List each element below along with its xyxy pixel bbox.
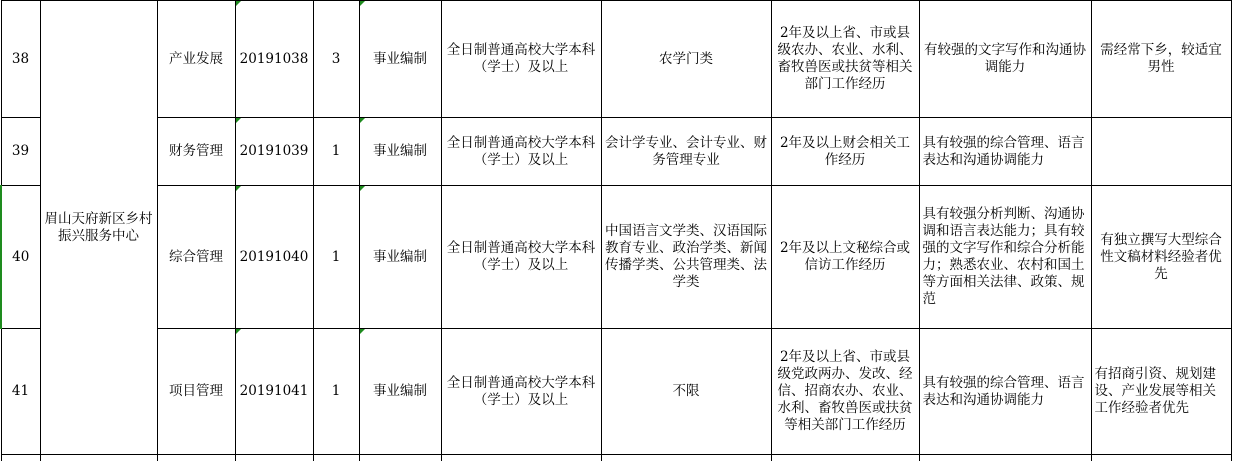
post-code: 20191039 <box>235 118 313 186</box>
staff-type: 事业编制 <box>359 329 441 455</box>
education: 全日制普通高校大学本科（学士）及以上 <box>441 118 601 186</box>
empty-cell <box>441 455 601 462</box>
education: 全日制普通高校大学本科（学士）及以上 <box>441 1 601 118</box>
row-number: 39 <box>1 118 40 186</box>
hire-count: 3 <box>313 1 359 118</box>
empty-cell <box>1091 455 1231 462</box>
ability: 具有较强的综合管理、语言表达和沟通协调能力 <box>919 329 1091 455</box>
major: 不限 <box>601 329 771 455</box>
row-number: 40 <box>1 186 40 329</box>
table-row <box>1 118 1231 186</box>
cell-marker-icon <box>236 186 241 191</box>
empty-cell <box>1 455 40 462</box>
table-row-partial <box>1 455 1231 462</box>
empty-cell <box>40 455 157 462</box>
empty-cell <box>235 455 313 462</box>
cell-marker-icon <box>236 329 241 334</box>
major: 中国语言文学类、汉语国际教育专业、政治学类、新闻传播学类、公共管理类、法学类 <box>601 186 771 329</box>
ability: 具有较强的综合管理、语言表达和沟通协调能力 <box>919 118 1091 186</box>
post-code: 20191041 <box>235 329 313 455</box>
table-row <box>1 186 1231 329</box>
ability: 具有较强分析判断、沟通协调和语言表达能力；具有较强的文字写作和综合分析能力；熟悉农业、农村和国土等方面相关法律、政策、规范 <box>919 186 1091 329</box>
table-row <box>1 329 1231 455</box>
hire-count: 1 <box>313 118 359 186</box>
table-row <box>1 1 1231 118</box>
major: 会计学专业、会计专业、财务管理专业 <box>601 118 771 186</box>
empty-cell <box>313 455 359 462</box>
empty-cell <box>601 455 771 462</box>
cell-marker-icon <box>236 118 241 123</box>
cell-marker-icon <box>360 329 365 334</box>
post-name: 财务管理 <box>157 118 235 186</box>
experience: 2年及以上省、市或县级党政两办、发改、经信、招商农办、农业、水利、畜牧兽医或扶贫等相关部门工作经历 <box>771 329 919 455</box>
cell-marker-icon <box>360 186 365 191</box>
row-number: 41 <box>1 329 40 455</box>
empty-cell <box>919 455 1091 462</box>
post-code: 20191038 <box>235 1 313 118</box>
education: 全日制普通高校大学本科（学士）及以上 <box>441 186 601 329</box>
post-name: 综合管理 <box>157 186 235 329</box>
empty-cell <box>771 455 919 462</box>
ability: 有较强的文字写作和沟通协调能力 <box>919 1 1091 118</box>
post-name: 产业发展 <box>157 1 235 118</box>
staff-type: 事业编制 <box>359 186 441 329</box>
experience: 2年及以上文秘综合或信访工作经历 <box>771 186 919 329</box>
empty-cell <box>157 455 235 462</box>
hire-count: 1 <box>313 186 359 329</box>
cell-marker-icon <box>360 1 365 6</box>
empty-cell <box>359 455 441 462</box>
staff-type: 事业编制 <box>359 1 441 118</box>
post-code: 20191040 <box>235 186 313 329</box>
experience: 2年及以上省、市或县级农办、农业、水利、畜牧兽医或扶贫等相关部门工作经历 <box>771 1 919 118</box>
major: 农学门类 <box>601 1 771 118</box>
unit-name-cell <box>40 1 157 455</box>
other-requirement: 有独立撰写大型综合性文稿材料经验者优先 <box>1091 186 1231 329</box>
post-name: 项目管理 <box>157 329 235 455</box>
cell-marker-icon <box>360 118 365 123</box>
other-requirement: 有招商引资、规划建设、产业发展等相关工作经验者优先 <box>1091 329 1231 455</box>
unit-name: 眉山天府新区乡村振兴服务中心 <box>44 210 153 244</box>
staff-type: 事业编制 <box>359 118 441 186</box>
experience: 2年及以上财会相关工作经历 <box>771 118 919 186</box>
other-requirement: 需经常下乡，较适宜男性 <box>1091 1 1231 118</box>
row-number: 38 <box>1 1 40 118</box>
cell-marker-icon <box>236 1 241 6</box>
education: 全日制普通高校大学本科（学士）及以上 <box>441 329 601 455</box>
other-requirement <box>1091 118 1231 186</box>
hire-count: 1 <box>313 329 359 455</box>
